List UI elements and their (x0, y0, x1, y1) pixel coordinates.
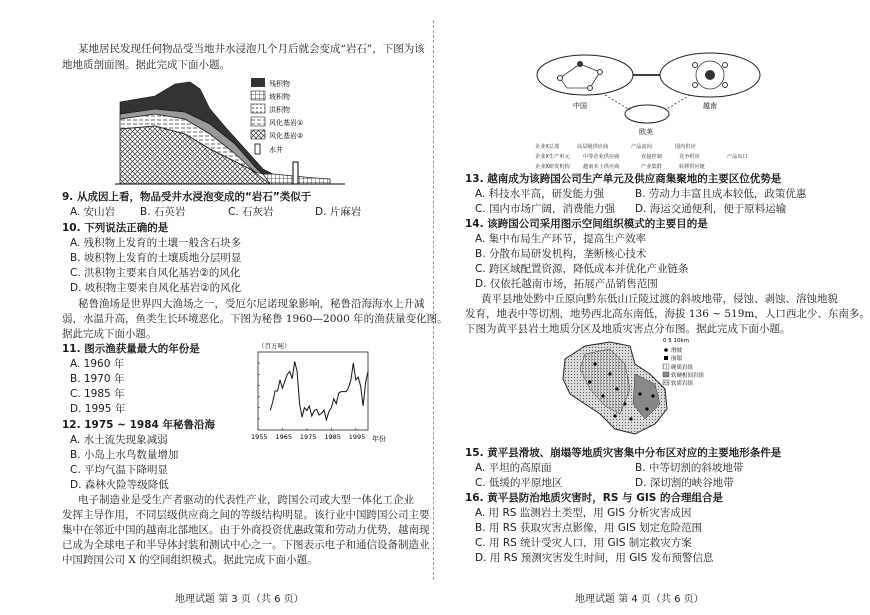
chart-plot-frame (258, 352, 368, 430)
europe-america-label: 欧美 (639, 128, 653, 136)
q14-option-b[interactable]: B. 分散布局研发机构，垄断核心技术 (475, 248, 647, 260)
well-symbol (293, 162, 298, 184)
q11-option-c[interactable]: C. 1985 年 (70, 388, 125, 400)
legend-alluvium: 洪积物 (269, 106, 290, 114)
svg-text:产品流向: 产品流向 (631, 144, 652, 150)
map-scale: 0 5 10km (663, 338, 690, 344)
q15-option-c[interactable]: C. 低缓的平原地区 (475, 477, 563, 489)
right-page-footer: 地理试题 第 4 页（共 6 页） (575, 594, 704, 605)
q16-stem: 16. 黄平县防治地质灾害时，RS 与 GIS 的合理组合是 (465, 492, 723, 504)
q11-stem: 11. 图示渔获量最大的年份是 (62, 343, 200, 355)
chart-unit-label: （百万吨） (258, 342, 291, 350)
q14-option-a[interactable]: A. 集中布局生产环节，提高生产效率 (475, 233, 647, 245)
svg-text:产品出口: 产品出口 (727, 154, 748, 160)
q9-option-d[interactable]: D. 片麻岩 (315, 206, 362, 218)
rock-intro-line-2: 地地质剖面图。据此完成下面小题。 (62, 59, 230, 71)
svg-text:直接控制: 直接控制 (641, 154, 662, 160)
q10-option-a[interactable]: A. 残积物上发育的土壤一般含石块多 (70, 237, 242, 249)
svg-text:软硬相间岩组: 软硬相间岩组 (671, 373, 705, 379)
map-legend (663, 338, 705, 387)
fish-intro-line-1: 秘鲁渔场是世界四大渔场之一，受厄尔尼诺现象影响，秘鲁沿海海水上升减 (78, 298, 425, 310)
fish-catch-chart (240, 340, 390, 448)
vietnam-label: 越南 (703, 102, 717, 110)
svg-text:硬质岩组: 硬质岩组 (671, 365, 694, 371)
svg-text:企业X总部: 企业X总部 (535, 144, 560, 150)
q11-option-b[interactable]: B. 1970 年 (70, 373, 125, 385)
q14-option-d[interactable]: D. 仅依托越南市场，拓展产品销售范围 (475, 278, 658, 290)
q12-option-a[interactable]: A. 水土流失现象减弱 (70, 434, 168, 446)
q13-option-b[interactable]: B. 劳动力丰富且成本较低，政策优惠 (635, 188, 807, 200)
q10-stem: 10. 下列说法正确的是 (62, 222, 169, 234)
q12-option-d[interactable]: D. 森林火险等级降低 (70, 479, 169, 491)
huangping-intro-line-1: 黄平县地处黔中丘原向黔东低山丘陵过渡的斜坡地带，侵蚀、剥蚀、溶蚀地貌 (481, 293, 838, 305)
fish-intro-line-3: 据此完成下面小题。 (62, 328, 157, 340)
q9-option-a[interactable]: A. 安山岩 (70, 206, 116, 218)
svg-text:中等企业供应商: 中等企业供应商 (583, 154, 620, 160)
q16-option-b[interactable]: B. 用 RS 获取灾害点影像，用 GIS 划定危险范围 (475, 522, 703, 534)
industry-intro-line-1: 电子制造业是受生产者驱动的代表性产业，跨国公司或大型一体化工企业 (78, 494, 414, 506)
svg-text:企业X生产单元: 企业X生产单元 (535, 154, 570, 160)
svg-text:转移供应链: 转移供应链 (679, 164, 705, 170)
fish-intro-line-2: 弱，水温升高，鱼类生长环境恶化。下图为秘鲁 1960—2000 年的渔获量变化图。 (62, 313, 448, 325)
legend-well: 水井 (269, 146, 283, 154)
legend-residual: 残积物 (269, 80, 290, 88)
q12-stem: 12. 1975 ~ 1984 年秘鲁沿海 (62, 419, 215, 431)
x-tick-label: 1965 (275, 433, 292, 441)
q15-option-a[interactable]: A. 平坦的高原面 (475, 462, 552, 474)
industry-intro-line-3: 集中在邻近中国的越南北部地区。由于外商投资优惠政策和劳动力优势，越南现 (62, 524, 430, 536)
legend-bedrock-1: 风化基岩① (269, 119, 304, 127)
q10-option-b[interactable]: B. 坡积物上发育的土壤质地分层明显 (70, 252, 242, 264)
q12-option-c[interactable]: C. 平均气温下降明显 (70, 464, 169, 476)
q16-option-c[interactable]: C. 用 RS 统计受灾人口，用 GIS 制定救灾方案 (475, 537, 692, 549)
q15-option-b[interactable]: B. 中等切割的斜坡地带 (635, 462, 744, 474)
legend-colluvium: 坡积物 (269, 93, 290, 101)
q12-option-b[interactable]: B. 小岛上水鸟数量增加 (70, 449, 179, 461)
svg-text:企业X研发机构: 企业X研发机构 (535, 164, 570, 170)
q11-option-d[interactable]: D. 1995 年 (70, 403, 126, 415)
svg-text:产业集群: 产业集群 (641, 164, 662, 170)
q13-option-a[interactable]: A. 科技水平高，研发能力强 (475, 188, 605, 200)
svg-text:越南本土供应商: 越南本土供应商 (583, 164, 620, 170)
q15-stem: 15. 黄平县滑坡、崩塌等地质灾害集中分布区对应的主要地形条件是 (465, 447, 782, 459)
q16-option-d[interactable]: D. 用 RS 预测灾害发生时间，用 GIS 发布预警信息 (475, 552, 714, 564)
q14-option-c[interactable]: C. 跨区域配置资源，降低成本并优化产业链条 (475, 263, 689, 275)
industry-intro-line-4: 已成为全球电子和半导体封装和测试中心之一。下图表示电子和通信设备制造业 (62, 539, 430, 551)
q10-option-c[interactable]: C. 洪积物主要来自风化基岩②的风化 (70, 267, 241, 279)
rock-legend (251, 78, 303, 154)
right-page (435, 0, 870, 615)
legend-bedrock-2: 风化基岩② (269, 132, 304, 140)
q13-option-c[interactable]: C. 国内市场广阔，消费能力强 (475, 203, 616, 215)
huangping-intro-line-3: 下图为黄平县岩土地质分区及地质灾害点分布图。据此完成下面小题。 (465, 323, 791, 335)
huangping-intro-line-2: 发育，地表中等切割，地势西北高东南低，海拔 136 ~ 519m，人口西北少、东南多。 (465, 308, 870, 320)
industry-intro-line-5: 中国跨国公司 X 的空间组织模式。据此完成下面小题。 (62, 554, 318, 566)
china-label: 中国 (573, 102, 587, 110)
q9-option-c[interactable]: C. 石灰岩 (228, 206, 274, 218)
svg-text:滑坡: 滑坡 (671, 348, 683, 354)
svg-text:国内供应: 国内供应 (675, 144, 696, 150)
left-page-footer: 地理试题 第 3 页（共 6 页） (175, 594, 304, 605)
x-tick-label: 1955 (251, 433, 268, 441)
q9-option-b[interactable]: B. 石英岩 (140, 206, 186, 218)
industry-intro-line-2: 发挥主导作用，不同层级供应商之间的等级结构明显。该行业中国跨国公司主要 (62, 509, 430, 521)
q14-stem: 14. 该跨国公司采用图示空间组织模式的主要目的是 (465, 218, 708, 230)
q13-stem: 13. 越南成为该跨国公司生产单元及供应商集聚地的主要区位优势是 (465, 173, 782, 185)
q13-option-d[interactable]: D. 海运交通便利，便于原料运输 (635, 203, 787, 215)
diagram-legend (535, 142, 748, 170)
x-tick-label: 1995 (348, 433, 366, 441)
huangping-hazard-map (555, 334, 705, 444)
chart-x-axis-label: 年份 (372, 435, 386, 443)
svg-text:高层级供应商: 高层级供应商 (577, 144, 609, 150)
q16-option-a[interactable]: A. 用 RS 监测岩土类型，用 GIS 分析灾害成因 (475, 507, 692, 519)
europe-america-region (625, 105, 669, 123)
spatial-organization-diagram (535, 50, 785, 172)
q10-option-d[interactable]: D. 坡积物主要来自风化基岩②的风化 (70, 282, 242, 294)
q11-option-a[interactable]: A. 1960 年 (70, 358, 125, 370)
rock-intro-line-1: 某地居民发现任何物品受当地井水浸泡几个月后就会变成“岩石”，下图为该 (78, 43, 425, 55)
fish-catch-series-line (270, 362, 368, 421)
svg-text:软质岩组: 软质岩组 (671, 381, 694, 387)
x-tick-label: 1985 (324, 433, 341, 441)
geologic-profile-figure (115, 74, 345, 192)
china-region (537, 55, 633, 95)
x-tick-label: 1975 (299, 433, 317, 441)
q9-stem: 9. 从成因上看，物品受井水浸泡变成的“岩石”类似于 (62, 191, 312, 203)
q15-option-d[interactable]: D. 深切割的峡谷地带 (635, 477, 734, 489)
svg-text:崩塌: 崩塌 (671, 356, 683, 362)
svg-text:竞争供应: 竞争供应 (679, 154, 700, 160)
